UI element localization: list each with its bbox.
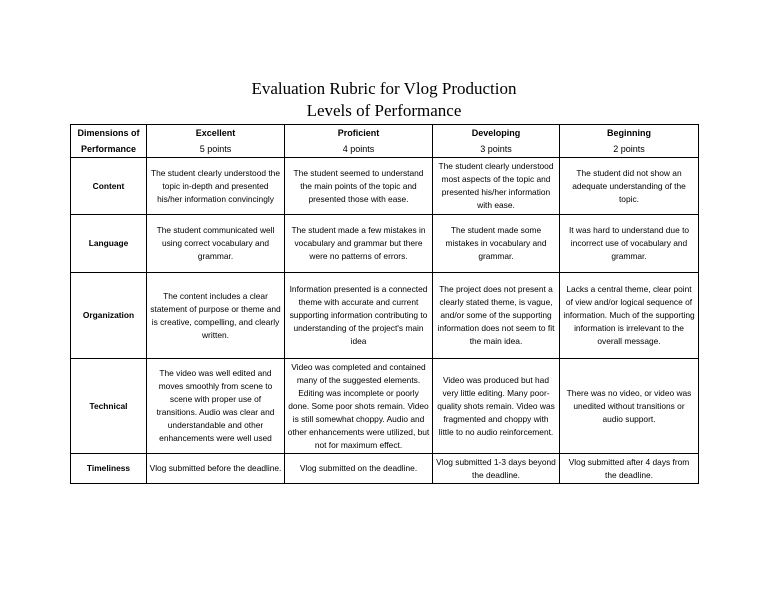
rubric-table bbox=[70, 124, 699, 484]
rubric-cell: The content includes a clear statement of purpose or theme and is creative, compelling, and clearly written. bbox=[147, 273, 285, 359]
rubric-cell: There was no video, or video was unedited without transitions or audio support. bbox=[560, 359, 699, 454]
level-header-beginning bbox=[560, 125, 699, 158]
rubric-cell: The student clearly understood the topic in-depth and presented his/her information convincingly bbox=[147, 158, 285, 215]
level-name: Developing bbox=[471, 128, 521, 138]
rubric-cell: Information presented is a connected theme with accurate and current supporting information contributing to understanding of the project's main idea bbox=[285, 273, 433, 359]
rubric-cell: Vlog submitted after 4 days from the deadline. bbox=[560, 454, 699, 484]
rubric-cell: The student made a few mistakes in vocabulary and grammar but there were no patterns of errors. bbox=[285, 215, 433, 273]
level-points: 3 points bbox=[480, 144, 512, 154]
rubric-cell: The student made some mistakes in vocabulary and grammar. bbox=[433, 215, 560, 273]
dimension-cell-organization: Organization bbox=[71, 273, 147, 359]
rubric-cell: The project does not present a clearly stated theme, is vague, and/or some of the supporting information does not seem to fit the main idea. bbox=[433, 273, 560, 359]
level-points: 5 points bbox=[199, 144, 232, 154]
dimension-header-line1: Dimensions of bbox=[77, 128, 140, 138]
dimension-cell-timeliness: Timeliness bbox=[71, 454, 147, 484]
document-header bbox=[0, 78, 768, 122]
rubric-cell: Vlog submitted before the deadline. bbox=[147, 454, 285, 484]
table-row-language bbox=[71, 215, 699, 273]
dimension-cell-content: Content bbox=[71, 158, 147, 215]
level-header-developing bbox=[433, 125, 560, 158]
dimension-cell-technical: Technical bbox=[71, 359, 147, 454]
level-name: Proficient bbox=[337, 128, 380, 138]
rubric-cell: It was hard to understand due to incorrect use of vocabulary and grammar. bbox=[560, 215, 699, 273]
level-name: Beginning bbox=[607, 128, 651, 138]
rubric-cell: The student clearly understood most aspects of the topic and presented his/her information with ease. bbox=[433, 158, 560, 215]
rubric-cell: The student did not show an adequate understanding of the topic. bbox=[560, 158, 699, 215]
table-row-technical bbox=[71, 359, 699, 454]
level-header-excellent bbox=[147, 125, 285, 158]
page-subtitle: Levels of Performance bbox=[306, 101, 462, 120]
rubric-cell: Vlog submitted 1-3 days beyond the deadline. bbox=[433, 454, 560, 484]
rubric-cell: Video was completed and contained many of the suggested elements. Editing was incomplete or poorly done. Some poor shots remain. Video is still somewhat choppy. Audio and other enhancements were utilized, but not for maximum effect. bbox=[285, 359, 433, 454]
table-row-content bbox=[71, 158, 699, 215]
rubric-cell: The student seemed to understand the main points of the topic and presented those with ease. bbox=[285, 158, 433, 215]
rubric-cell: Vlog submitted on the deadline. bbox=[285, 454, 433, 484]
dimension-cell-language: Language bbox=[71, 215, 147, 273]
level-name: Excellent bbox=[195, 128, 236, 138]
page-title: Evaluation Rubric for Vlog Production bbox=[251, 79, 517, 98]
rubric-cell: The video was well edited and moves smoothly from scene to scene with proper use of transitions. Audio was clear and understandable and other enhancements were well used bbox=[147, 359, 285, 454]
table-row-organization bbox=[71, 273, 699, 359]
header-row bbox=[71, 125, 699, 158]
table-row-timeliness bbox=[71, 454, 699, 484]
level-header-proficient bbox=[285, 125, 433, 158]
dimension-header-line2: Performance bbox=[80, 144, 137, 154]
level-points: 4 points bbox=[342, 144, 375, 154]
rubric-cell: The student communicated well using correct vocabulary and grammar. bbox=[147, 215, 285, 273]
dimension-header-cell bbox=[71, 125, 147, 158]
rubric-cell: Video was produced but had very little editing. Many poor-quality shots remain. Video was fragmented and choppy with little to no audio reinforcement. bbox=[433, 359, 560, 454]
rubric-cell: Lacks a central theme, clear point of view and/or logical sequence of information. Much of the supporting information is irrelevant to the overall message. bbox=[560, 273, 699, 359]
level-points: 2 points bbox=[613, 144, 645, 154]
